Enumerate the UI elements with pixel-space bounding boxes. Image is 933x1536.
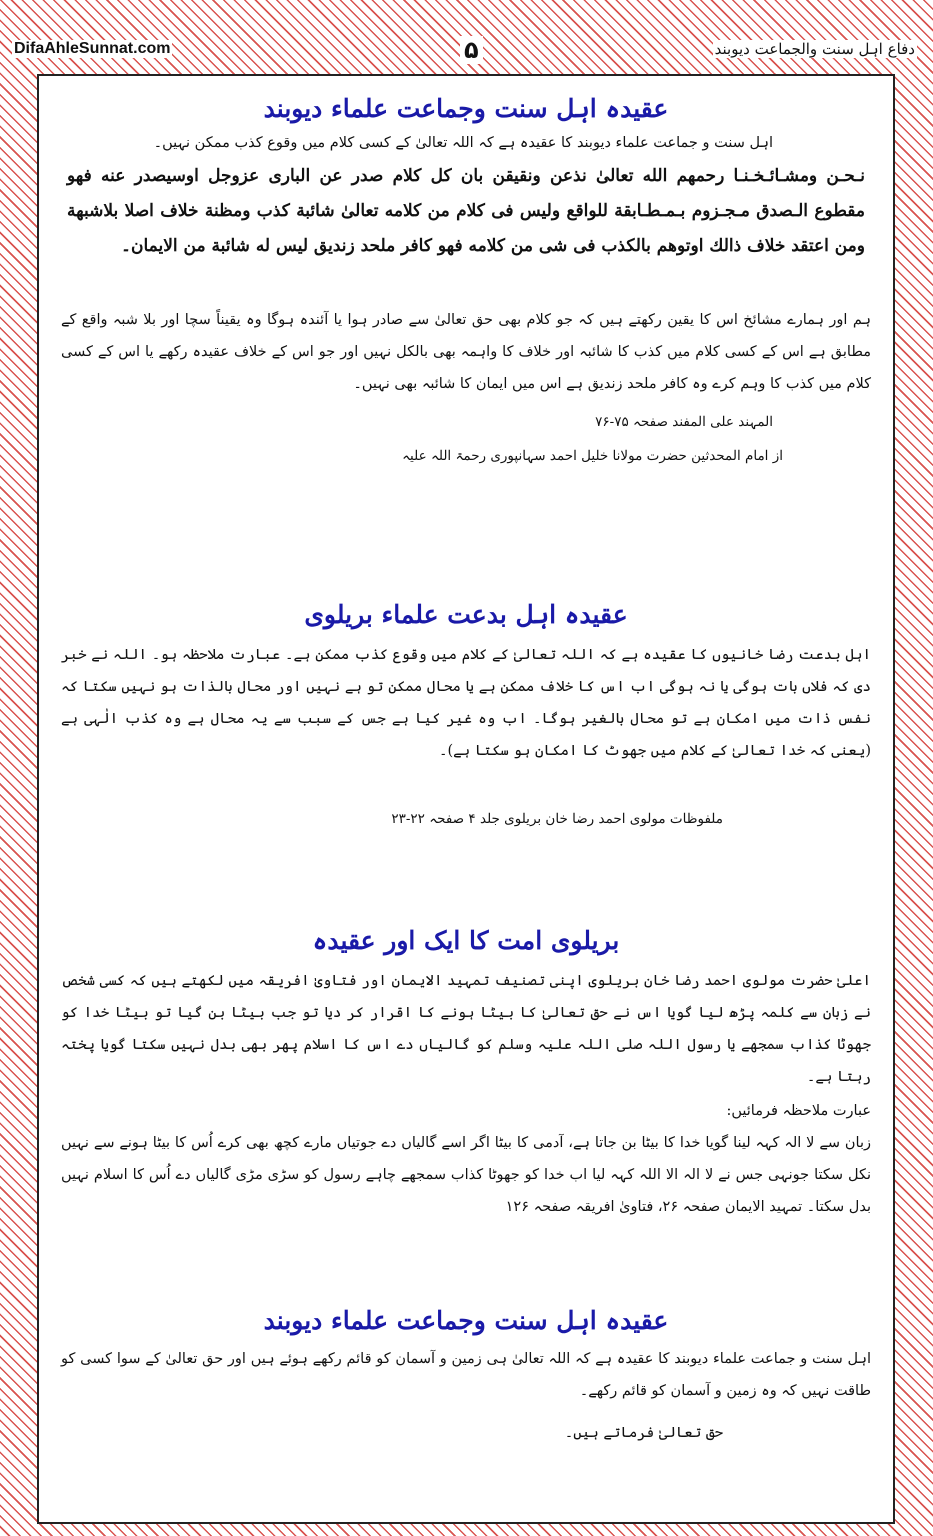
section-another-belief — [39, 926, 893, 1223]
quote-label: عبارت ملاحظہ فرمائیں: — [726, 1103, 871, 1119]
closing-text: حق تعالیٰ فرماتے ہیں۔ — [564, 1425, 723, 1441]
body-text: اہل سنت و جماعت علماء دیوبند کا عقیدہ ہے کہ اللہ تعالیٰ ہی زمین و آسمان کو قائم رکھے ہوئے ہیں اور حق تعالیٰ کے سوا کسی کو طاقت نہیں کہ وہ زمین و آسمان کو قائم رکھے۔ — [61, 1351, 871, 1399]
book-title: دفاع اہل سنت والجماعت دیوبند — [714, 40, 915, 58]
section-heading: عقیدہ اہل بدعت علماء بریلوی — [304, 600, 628, 629]
page-number: ۵ — [460, 36, 483, 64]
intro-text: اہل سنت و جماعت علماء دیوبند کا عقیدہ ہے کہ اللہ تعالیٰ کے کسی کلام میں وقوع کذب ممکن نہیں۔ — [153, 135, 773, 151]
translation-text: ہم اور ہمارے مشائخ اس کا یقین رکھتے ہیں کہ جو کلام بھی حق تعالیٰ سے صادر ہوا یا آئندہ ہوگا وہ یقیناً سچا اور بلا شبہ واقع کے مطابق ہے اس کے کسی کلام میں کذب کا شائبہ اور خلاف کا واہمہ بھی بالکل نہیں اور جو اس کے خلاف عقیدہ رکھے یا اس کے کسی کلام میں کذب کا وہم کرے وہ کافر ملحد زندیق ہے اس میں ایمان کا شائبہ بھی نہیں۔ — [61, 312, 871, 392]
body-text: اعلیٰ حضرت مولوی احمد رضا خان بریلوی اپنی تصنیف تمہید الایمان اور فتاویٰ افریقہ میں لکھتے ہیں کہ کسی شخص نے زبان سے کلمہ پڑھ لیا گویا اس نے حق تعالیٰ کا بیٹا ہونے کا اقرار کر دیا تو جب بیٹا بن گیا تو بیٹا خدا کو جھوٹا کذاب سمجھے یا رسول اللہ صلی اللہ علیہ وسلم کو گالیاں دے اس کا اسلام پھر بھی بدل نہیں سکتا گویا پختہ رہتا ہے۔ — [61, 973, 871, 1085]
section-deobandi-belief-2 — [39, 1306, 893, 1449]
body-text: اہل بدعت رضا خانیوں کا عقیدہ ہے کہ اللہ تعالیٰ کے کلام میں وقوع کذب ممکن ہے۔ عبارت ملاحظہ ہو۔ اللہ نے خبر دی کہ فلاں بات ہوگی یا نہ ہوگی اب اس کا خلاف ممکن ہے یا محال ممکن تو ہے نہیں اور محال بالذات ہو نہیں سکتا کہ نفس ذات میں امکان ہے تو محال بالغیر ہوگا۔ اب وہ غیر کیا ہے جس کے سبب سے یہ محال ہے وہ کذب الٰہی ہے (یعنی کہ خدا تعالیٰ کے کلام میں جھوٹ کا امکان ہو سکتا ہے)۔ — [61, 647, 871, 759]
section-heading: عقیدہ اہل سنت وجماعت علماء دیوبند — [263, 1306, 669, 1335]
section-heading: عقیدہ اہل سنت وجماعت علماء دیوبند — [263, 94, 669, 123]
section-deobandi-belief — [39, 94, 893, 472]
reference-book: المہند علی المفند صفحہ ۷۵-۷۶ — [595, 414, 773, 430]
arabic-text: نـحـن ومشـائـخـنـا رحمهم الله تعالىٰ نذعن ونقيقن بان كل كلام صدر عن البارى عزوجل اوسيصدر عنه فهو مقطوع الـصدق مـجـزوم بـمـطـابقة للواقع وليس فى كلام من كلامه تعالىٰ شائبة كذب ومظنة خلاف اصلا بلاشبهة ومن اعتقد خلاف ذالك اوتوهم بالكذب فى شى من كلامه فهو كافر ملحد زنديق ليس له شائبة من الايمان۔ — [67, 166, 865, 256]
site-url[interactable]: DifaAhleSunnat.com — [14, 40, 171, 57]
section-barelvi-belief — [39, 600, 893, 835]
section-heading: بریلوی امت کا ایک اور عقیدہ — [312, 926, 620, 955]
page-content — [37, 74, 895, 1524]
page-header — [0, 0, 933, 70]
reference-author: از امام المحدثین حضرت مولانا خلیل احمد سہانپوری رحمۃ اللہ علیہ — [402, 448, 783, 464]
quote-text: زبان سے لا الہ کہہ لینا گویا خدا کا بیٹا بن جاتا ہے، آدمی کا بیٹا اگر اسے گالیاں دے جوتیاں مارے کچھ بھی کرے اُس کا بیٹا ہونے سے نہیں نکل سکتا جونہی جس نے لا الہ الا اللہ کہہ لیا اب خدا کو جھوٹا کذاب سمجھے چاہے رسول کو سڑی مڑی گالیاں دے اُس کا اسلام نہیں بدل سکتا۔ تمہید الایمان صفحہ ۲۶، فتاویٰ افریقہ صفحہ ۱۲۶ — [61, 1135, 871, 1215]
reference-text: ملفوظات مولوی احمد رضا خان بریلوی جلد ۴ صفحہ ۲۲-۲۳ — [391, 811, 723, 827]
